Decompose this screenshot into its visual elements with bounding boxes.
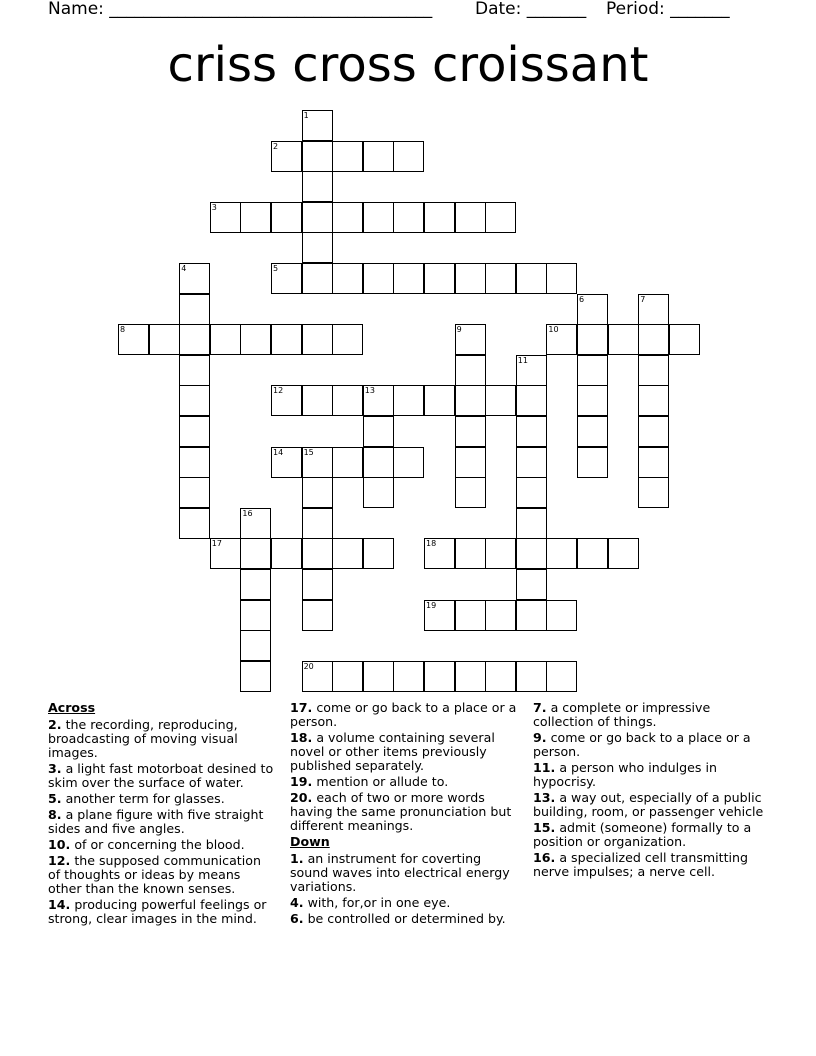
clue-number: 16 xyxy=(242,508,253,518)
grid-cell[interactable] xyxy=(638,447,669,478)
grid-cell[interactable] xyxy=(271,263,302,294)
clue-item xyxy=(290,731,522,773)
grid-cell[interactable] xyxy=(363,477,394,508)
grid-cell[interactable] xyxy=(302,600,333,631)
grid-cell[interactable] xyxy=(363,447,394,478)
grid-cell[interactable] xyxy=(638,385,669,416)
grid-cell[interactable] xyxy=(516,569,547,600)
grid-cell[interactable] xyxy=(638,416,669,447)
grid-cell[interactable] xyxy=(516,508,547,539)
grid-cell[interactable] xyxy=(577,324,608,355)
grid-cell[interactable] xyxy=(424,202,455,233)
grid-cell[interactable] xyxy=(546,263,577,294)
grid-cell[interactable] xyxy=(608,538,639,569)
grid-cell[interactable] xyxy=(393,141,424,172)
grid-cell[interactable] xyxy=(332,263,363,294)
clue-text: a way out, especially of a public building, room, or passenger vehicle xyxy=(533,790,764,819)
grid-cell[interactable] xyxy=(179,385,210,416)
clue-number: 9 xyxy=(456,325,462,335)
clue-number: 17 xyxy=(211,539,222,549)
clue-number: 15 xyxy=(303,447,314,457)
grid-cell[interactable] xyxy=(455,355,486,386)
clue-number-label: 7. xyxy=(533,700,547,715)
clue-number-label: 4. xyxy=(290,895,304,910)
clue-number: 11 xyxy=(517,355,528,365)
grid-cell[interactable] xyxy=(638,477,669,508)
clue-number-label: 1. xyxy=(290,851,304,866)
period-field[interactable]: Period: _______ xyxy=(606,0,730,19)
grid-cell[interactable] xyxy=(210,324,241,355)
grid-cell[interactable] xyxy=(332,661,363,692)
clues-column-3 xyxy=(533,701,773,881)
grid-cell[interactable] xyxy=(240,324,271,355)
grid-cell[interactable] xyxy=(179,263,210,294)
grid-cell[interactable] xyxy=(363,263,394,294)
clue-number-label: 5. xyxy=(48,791,62,806)
grid-cell[interactable] xyxy=(577,294,608,325)
grid-cell[interactable] xyxy=(302,569,333,600)
grid-cell[interactable] xyxy=(271,141,302,172)
grid-cell[interactable] xyxy=(210,538,241,569)
grid-cell[interactable] xyxy=(302,141,333,172)
grid-cell[interactable] xyxy=(179,355,210,386)
grid-cell[interactable] xyxy=(577,538,608,569)
clue-text: come or go back to a place or a person. xyxy=(533,730,751,759)
grid-cell[interactable] xyxy=(302,447,333,478)
clue-number-label: 6. xyxy=(290,911,304,926)
clue-text: another term for glasses. xyxy=(61,791,225,806)
grid-cell[interactable] xyxy=(516,661,547,692)
clue-item xyxy=(533,791,773,819)
grid-cell[interactable] xyxy=(302,171,333,202)
clue-number-label: 20. xyxy=(290,790,313,805)
grid-cell[interactable] xyxy=(302,263,333,294)
clue-number-label: 9. xyxy=(533,730,547,745)
grid-cell[interactable] xyxy=(455,661,486,692)
grid-cell[interactable] xyxy=(302,324,333,355)
grid-cell[interactable] xyxy=(577,355,608,386)
clue-number: 4 xyxy=(181,264,187,273)
clue-number-label: 3. xyxy=(48,761,62,776)
grid-cell[interactable] xyxy=(363,661,394,692)
grid-cell[interactable] xyxy=(638,355,669,386)
grid-cell[interactable] xyxy=(424,385,455,416)
clue-number: 3 xyxy=(211,202,217,212)
clue-item xyxy=(533,851,773,879)
grid-cell[interactable] xyxy=(638,294,669,325)
clue-number-label: 17. xyxy=(290,700,313,715)
grid-cell[interactable] xyxy=(179,447,210,478)
grid-cell[interactable] xyxy=(302,477,333,508)
clue-number: 6 xyxy=(579,294,585,304)
grid-cell[interactable] xyxy=(455,600,486,631)
grid-cell[interactable] xyxy=(393,385,424,416)
clue-text: a light fast motorboat desined to skim over the surface of water. xyxy=(48,761,274,790)
grid-cell[interactable] xyxy=(516,263,547,294)
grid-cell[interactable] xyxy=(393,263,424,294)
grid-cell[interactable] xyxy=(516,447,547,478)
grid-cell[interactable] xyxy=(240,202,271,233)
grid-cell[interactable] xyxy=(485,263,516,294)
clue-number-label: 16. xyxy=(533,850,556,865)
grid-cell[interactable] xyxy=(179,508,210,539)
clue-number-label: 13. xyxy=(533,790,556,805)
grid-cell[interactable] xyxy=(577,447,608,478)
clue-number-label: 11. xyxy=(533,760,556,775)
grid-cell[interactable] xyxy=(240,600,271,631)
grid-cell[interactable] xyxy=(638,324,669,355)
clue-number-label: 8. xyxy=(48,807,62,822)
clue-number: 2 xyxy=(273,141,279,151)
grid-cell[interactable] xyxy=(516,477,547,508)
grid-cell[interactable] xyxy=(516,600,547,631)
grid-cell[interactable] xyxy=(332,538,363,569)
grid-cell[interactable] xyxy=(118,324,149,355)
grid-cell[interactable] xyxy=(516,355,547,386)
student-info-header xyxy=(48,0,748,22)
clue-text: a person who indulges in hypocrisy. xyxy=(533,760,717,789)
grid-cell[interactable] xyxy=(240,569,271,600)
grid-cell[interactable] xyxy=(179,416,210,447)
clue-number-label: 18. xyxy=(290,730,313,745)
clue-item xyxy=(533,731,773,759)
grid-cell[interactable] xyxy=(302,232,333,263)
clue-number: 7 xyxy=(640,294,646,304)
grid-cell[interactable] xyxy=(485,538,516,569)
grid-cell[interactable] xyxy=(240,661,271,692)
clue-item xyxy=(290,701,522,729)
clue-item xyxy=(48,792,274,806)
grid-cell[interactable] xyxy=(240,538,271,569)
grid-cell[interactable] xyxy=(393,661,424,692)
grid-cell[interactable] xyxy=(455,202,486,233)
grid-cell[interactable] xyxy=(210,202,241,233)
clue-item xyxy=(48,718,274,760)
clue-number-label: 14. xyxy=(48,897,71,912)
grid-cell[interactable] xyxy=(485,385,516,416)
clue-text: admit (someone) formally to a position or organization. xyxy=(533,820,752,849)
clue-text: come or go back to a place or a person. xyxy=(290,700,517,729)
clue-number-label: 15. xyxy=(533,820,556,835)
clue-text: a volume containing several novel or other items previously published separately. xyxy=(290,730,495,773)
clue-item xyxy=(290,775,522,789)
grid-cell[interactable] xyxy=(363,538,394,569)
grid-cell[interactable] xyxy=(240,508,271,539)
clue-item xyxy=(290,912,522,926)
grid-cell[interactable] xyxy=(455,416,486,447)
grid-cell[interactable] xyxy=(149,324,180,355)
grid-cell[interactable] xyxy=(271,385,302,416)
grid-cell[interactable] xyxy=(363,202,394,233)
grid-cell[interactable] xyxy=(516,385,547,416)
grid-cell[interactable] xyxy=(363,416,394,447)
clue-number: 13 xyxy=(364,386,375,396)
grid-cell[interactable] xyxy=(424,661,455,692)
grid-cell[interactable] xyxy=(271,324,302,355)
clues-column-2 xyxy=(290,701,522,928)
grid-cell[interactable] xyxy=(669,324,700,355)
clue-item xyxy=(48,762,274,790)
grid-cell[interactable] xyxy=(577,416,608,447)
grid-cell[interactable] xyxy=(332,141,363,172)
name-field[interactable]: Name: ______________________________________ xyxy=(48,0,433,19)
clue-item xyxy=(48,808,274,836)
clue-text: the supposed communication of thoughts or ideas by means other than the known senses. xyxy=(48,853,261,896)
clue-number: 19 xyxy=(426,600,437,610)
grid-cell[interactable] xyxy=(363,141,394,172)
grid-cell[interactable] xyxy=(455,538,486,569)
clue-text: be controlled or determined by. xyxy=(303,911,506,926)
grid-cell[interactable] xyxy=(424,600,455,631)
clue-number: 1 xyxy=(303,111,309,120)
clue-number-label: 12. xyxy=(48,853,71,868)
grid-cell[interactable] xyxy=(608,324,639,355)
clue-text: a complete or impressive collection of things. xyxy=(533,700,711,729)
grid-cell[interactable] xyxy=(424,263,455,294)
clue-item xyxy=(290,852,522,894)
clue-number: 20 xyxy=(303,661,314,671)
clue-text: of or concerning the blood. xyxy=(70,837,245,852)
grid-cell[interactable] xyxy=(393,202,424,233)
clue-number: 12 xyxy=(273,386,284,396)
grid-cell[interactable] xyxy=(271,447,302,478)
grid-cell[interactable] xyxy=(393,447,424,478)
grid-cell[interactable] xyxy=(424,538,455,569)
grid-cell[interactable] xyxy=(485,600,516,631)
grid-cell[interactable] xyxy=(332,447,363,478)
grid-cell[interactable] xyxy=(363,385,394,416)
clue-number: 18 xyxy=(426,539,437,549)
clue-item xyxy=(290,791,522,833)
grid-cell[interactable] xyxy=(577,385,608,416)
grid-cell[interactable] xyxy=(455,385,486,416)
grid-cell[interactable] xyxy=(455,324,486,355)
grid-cell[interactable] xyxy=(455,447,486,478)
grid-cell[interactable] xyxy=(179,324,210,355)
grid-cell[interactable] xyxy=(516,538,547,569)
grid-cell[interactable] xyxy=(332,324,363,355)
clue-heading-across: Across xyxy=(48,700,96,715)
grid-cell[interactable] xyxy=(302,385,333,416)
grid-cell[interactable] xyxy=(485,661,516,692)
clue-number: 14 xyxy=(273,447,284,457)
clue-heading-down: Down xyxy=(290,834,330,849)
grid-cell[interactable] xyxy=(546,600,577,631)
grid-cell[interactable] xyxy=(516,416,547,447)
clue-number-label: 2. xyxy=(48,717,62,732)
grid-cell[interactable] xyxy=(455,477,486,508)
grid-cell[interactable] xyxy=(179,294,210,325)
grid-cell[interactable] xyxy=(302,202,333,233)
clue-text: a plane figure with five straight sides and five angles. xyxy=(48,807,264,836)
clue-item xyxy=(533,821,773,849)
grid-cell[interactable] xyxy=(302,110,333,141)
grid-cell[interactable] xyxy=(271,202,302,233)
clue-number: 10 xyxy=(548,325,559,335)
clue-number: 8 xyxy=(120,325,126,335)
grid-cell[interactable] xyxy=(302,508,333,539)
grid-cell[interactable] xyxy=(546,661,577,692)
clue-text: each of two or more words having the same pronunciation but different meanings. xyxy=(290,790,512,833)
clue-text: producing powerful feelings or strong, clear images in the mind. xyxy=(48,897,267,926)
clue-text: an instrument for coverting sound waves into electrical energy variations. xyxy=(290,851,510,894)
clue-number-label: 19. xyxy=(290,774,313,789)
grid-cell[interactable] xyxy=(332,202,363,233)
clue-text: with, for,or in one eye. xyxy=(303,895,451,910)
grid-cell[interactable] xyxy=(546,324,577,355)
clue-item xyxy=(48,854,274,896)
puzzle-title: criss cross croissant xyxy=(167,37,649,93)
clue-item xyxy=(48,838,274,852)
grid-cell[interactable] xyxy=(179,477,210,508)
clue-item xyxy=(48,898,274,926)
grid-cell[interactable] xyxy=(302,538,333,569)
grid-cell[interactable] xyxy=(546,538,577,569)
grid-cell[interactable] xyxy=(302,661,333,692)
clue-text: the recording, reproducing, broadcasting of moving visual images. xyxy=(48,717,238,760)
grid-cell[interactable] xyxy=(271,538,302,569)
clues-column-1 xyxy=(48,701,274,928)
clue-item xyxy=(290,896,522,910)
clue-number-label: 10. xyxy=(48,837,71,852)
grid-cell[interactable] xyxy=(240,630,271,661)
grid-cell[interactable] xyxy=(332,385,363,416)
clue-number: 5 xyxy=(273,264,279,273)
clue-text: mention or allude to. xyxy=(312,774,449,789)
date-field[interactable]: Date: _______ xyxy=(475,0,587,19)
clue-item xyxy=(533,701,773,729)
clue-text: a specialized cell transmitting nerve impulses; a nerve cell. xyxy=(533,850,749,879)
grid-cell[interactable] xyxy=(455,263,486,294)
grid-cell[interactable] xyxy=(485,202,516,233)
clue-item xyxy=(533,761,773,789)
